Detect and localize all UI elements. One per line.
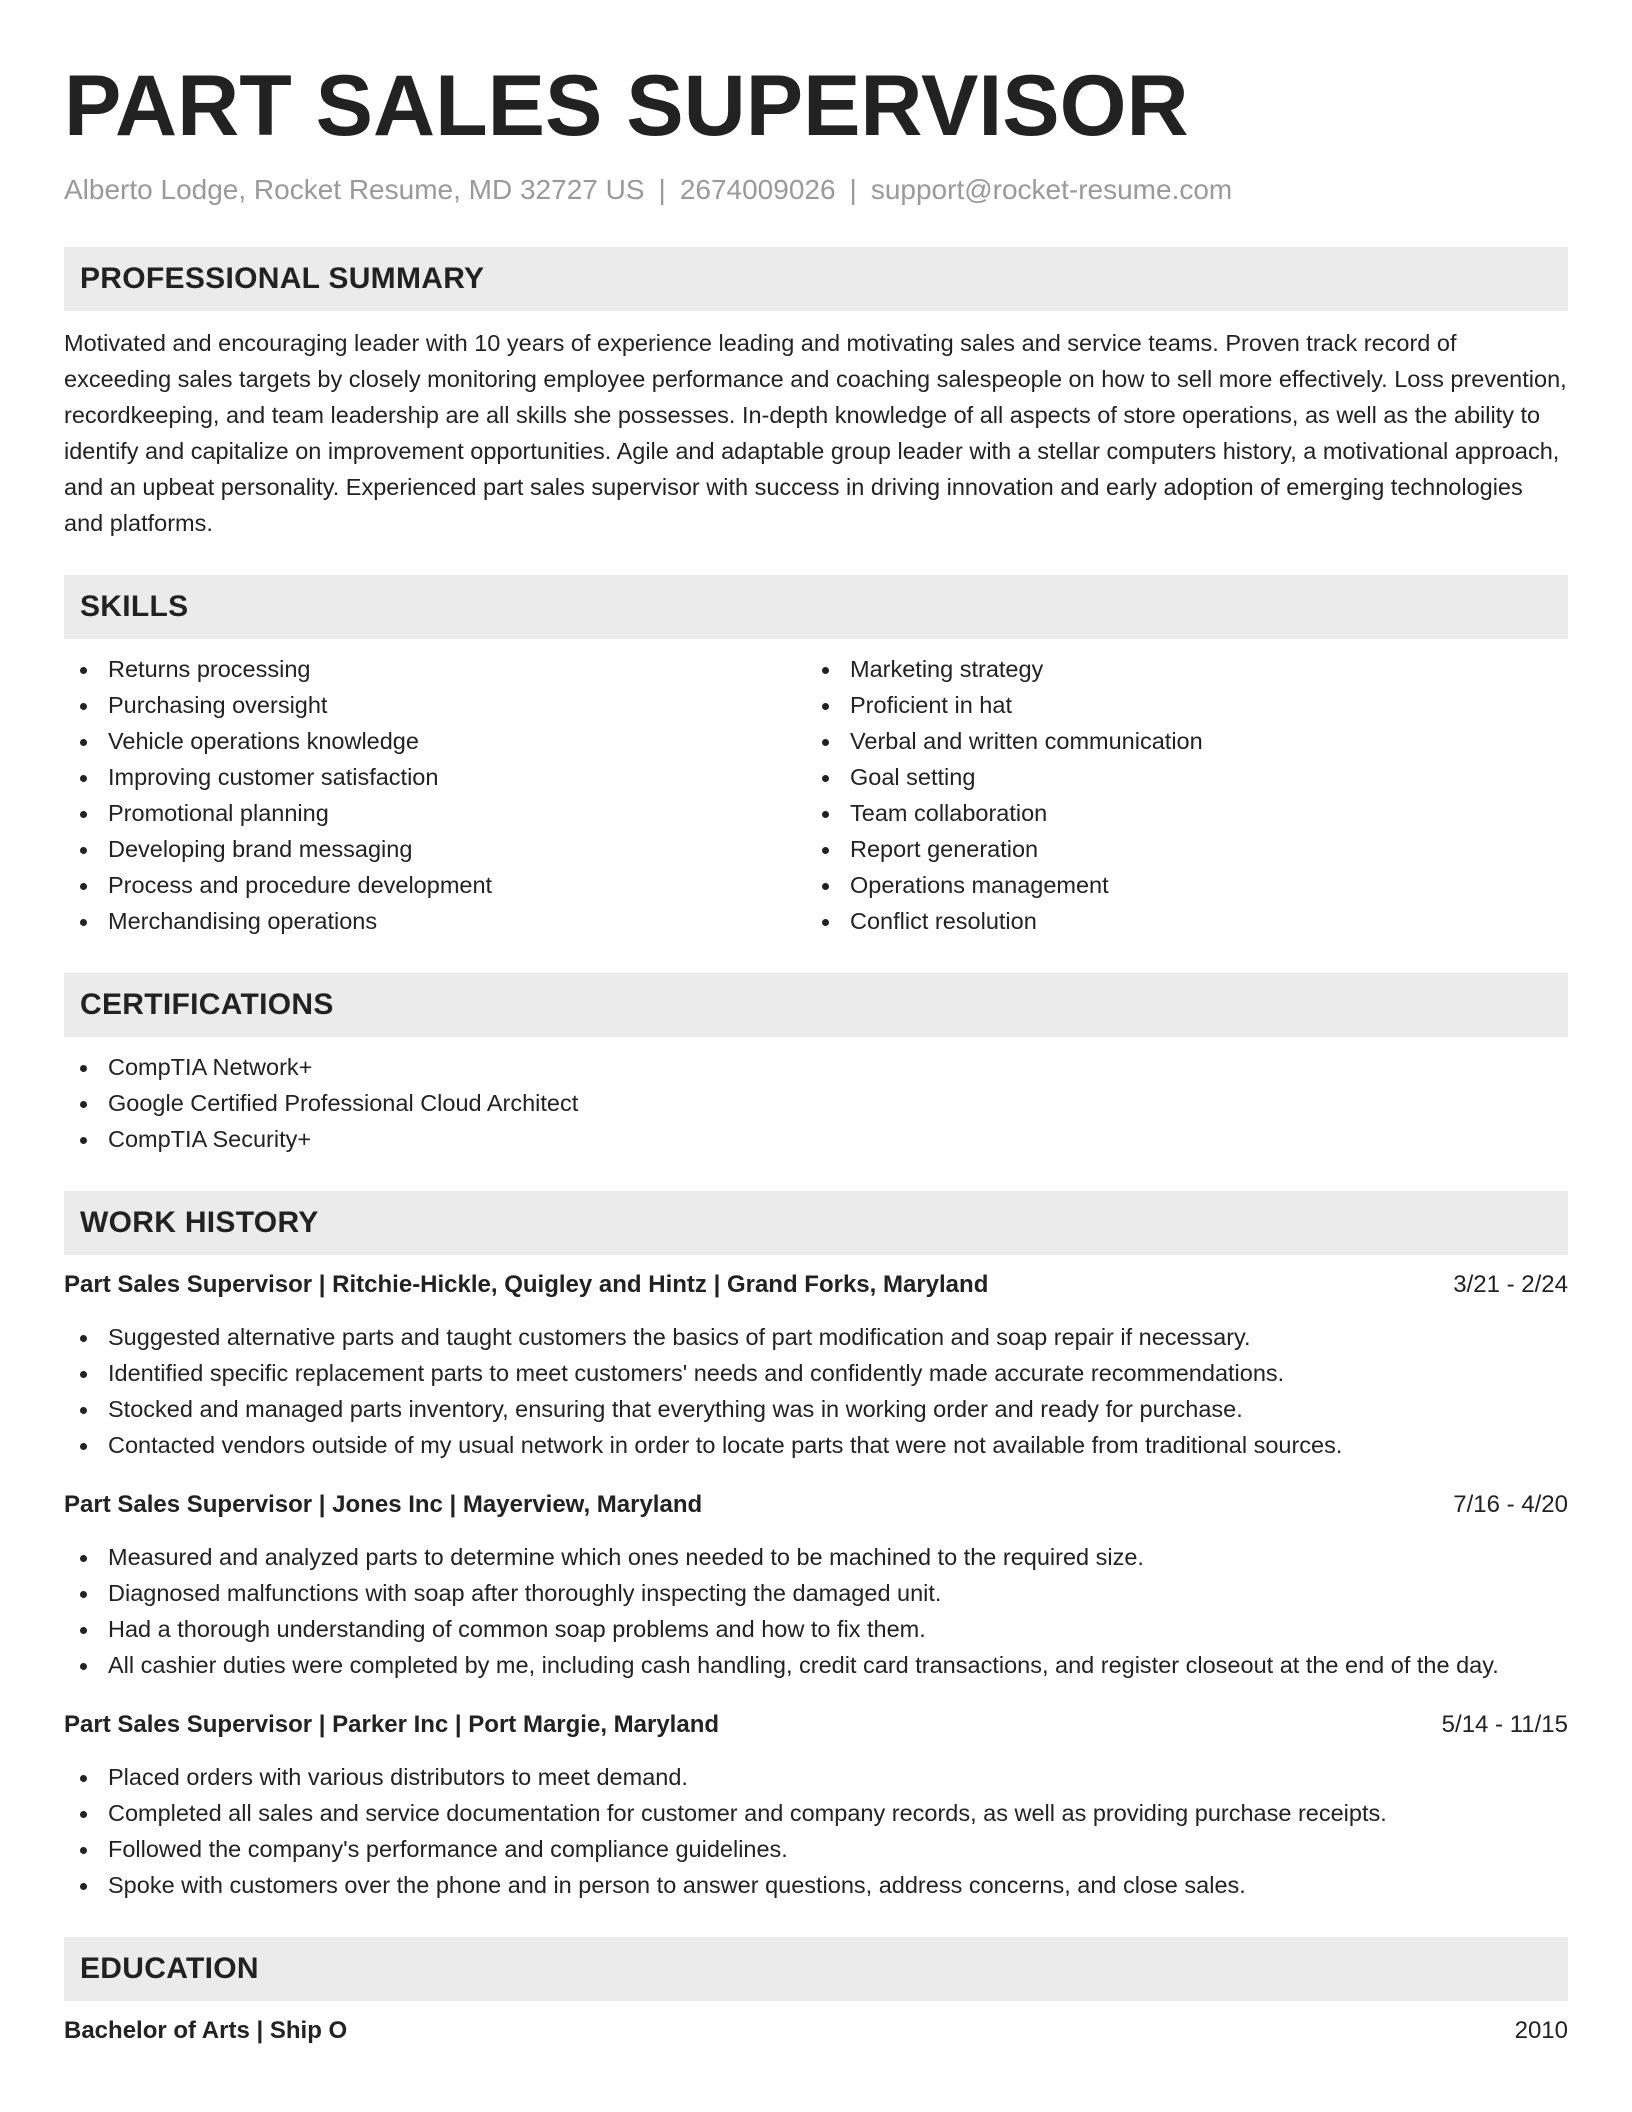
job-header [64,1707,1568,1743]
job-bullet: Suggested alternative parts and taught customers the basics of part modification and soap repair if necessary. [64,1319,1568,1355]
education-degree: Bachelor of Arts | Ship O [64,2017,348,2044]
certifications-list [64,1049,1568,1157]
job-bullet: Measured and analyzed parts to determine which ones needed to be machined to the required size. [64,1539,1568,1575]
job-bullet: All cashier duties were completed by me, including cash handling, credit card transactions, and register closeout at the end of the day. [64,1647,1568,1683]
skill-item: Goal setting [806,759,1548,795]
skill-item: Developing brand messaging [64,831,806,867]
skill-item: Verbal and written communication [806,723,1548,759]
skill-item: Vehicle operations knowledge [64,723,806,759]
section-heading-summary: PROFESSIONAL SUMMARY [64,247,1568,311]
education-year: 2010 [1514,2017,1568,2044]
job-bullet: Completed all sales and service documentation for customer and company records, as well as providing purchase receipts. [64,1795,1568,1831]
skill-item: Merchandising operations [64,903,806,939]
section-heading-work-history: WORK HISTORY [64,1191,1568,1255]
skill-item: Operations management [806,867,1548,903]
skills-list-left [64,651,806,939]
job-bullet: Contacted vendors outside of my usual network in order to locate parts that were not available from traditional sources. [64,1427,1568,1463]
job-dates: 3/21 - 2/24 [1453,1271,1568,1298]
summary-text: Motivated and encouraging leader with 10 years of experience leading and motivating sales and service teams. Proven track record of exceeding sales targets by closely monitoring employee performance and coaching salespeople on how to sell more effectively. Loss prevention, recordkeeping, and team leadership are all skills she possesses. In-depth knowledge of all aspects of store operations, as well as the ability to identify and capitalize on improvement opportunities. Agile and adaptable group leader with a stellar computers history, a motivational approach, and an upbeat personality. Experienced part sales supervisor with success in driving innovation and early adoption of emerging technologies and platforms. [64,330,1567,536]
contact-email: support@rocket-resume.com [870,174,1233,205]
section-heading-education: EDUCATION [64,1937,1568,2001]
job-bullets [64,1759,1568,1903]
certification-item: Google Certified Professional Cloud Architect [64,1085,1568,1121]
skills-list-right [806,651,1548,939]
certification-item: CompTIA Network+ [64,1049,1568,1085]
section-heading-skills: SKILLS [64,575,1568,639]
job-bullet: Identified specific replacement parts to meet customers' needs and confidently made accurate recommendations. [64,1355,1568,1391]
contact-separator: | [658,174,666,205]
job-bullet: Stocked and managed parts inventory, ensuring that everything was in working order and ready for purchase. [64,1391,1568,1427]
contact-address: Alberto Lodge, Rocket Resume, MD 32727 US [64,174,645,205]
skill-item: Purchasing oversight [64,687,806,723]
job-bullet: Placed orders with various distributors to meet demand. [64,1759,1568,1795]
skill-item: Marketing strategy [806,651,1548,687]
page-title: PART SALES SUPERVISOR [64,58,1189,154]
skill-item: Conflict resolution [806,903,1548,939]
job-bullets [64,1539,1568,1683]
contact-line [64,172,1568,208]
skill-item: Process and procedure development [64,867,806,903]
skill-item: Improving customer satisfaction [64,759,806,795]
job-bullet: Had a thorough understanding of common soap problems and how to fix them. [64,1611,1568,1647]
job-header [64,1487,1568,1523]
skill-item: Team collaboration [806,795,1548,831]
job-entry [64,1487,1568,1683]
certification-item: CompTIA Security+ [64,1121,1568,1157]
skill-item: Returns processing [64,651,806,687]
skill-item: Report generation [806,831,1548,867]
job-bullet: Spoke with customers over the phone and in person to answer questions, address concerns, and close sales. [64,1867,1568,1903]
job-bullets [64,1319,1568,1463]
contact-separator: | [849,174,857,205]
contact-phone: 2674009026 [679,174,836,205]
job-title: Part Sales Supervisor | Parker Inc | Port Margie, Maryland [64,1711,720,1738]
education-entry [64,2013,1568,2049]
job-dates: 7/16 - 4/20 [1453,1491,1568,1518]
job-title: Part Sales Supervisor | Ritchie-Hickle, Quigley and Hintz | Grand Forks, Maryland [64,1271,989,1298]
job-header [64,1267,1568,1303]
skills-grid [64,651,1568,939]
job-entry [64,1267,1568,1463]
job-bullet: Followed the company's performance and compliance guidelines. [64,1831,1568,1867]
job-dates: 5/14 - 11/15 [1441,1711,1568,1738]
job-bullet: Diagnosed malfunctions with soap after thoroughly inspecting the damaged unit. [64,1575,1568,1611]
job-title: Part Sales Supervisor | Jones Inc | Mayerview, Maryland [64,1491,703,1518]
job-entry [64,1707,1568,1903]
skill-item: Promotional planning [64,795,806,831]
section-heading-certifications: CERTIFICATIONS [64,973,1568,1037]
skill-item: Proficient in hat [806,687,1548,723]
resume-page [64,0,1568,2049]
